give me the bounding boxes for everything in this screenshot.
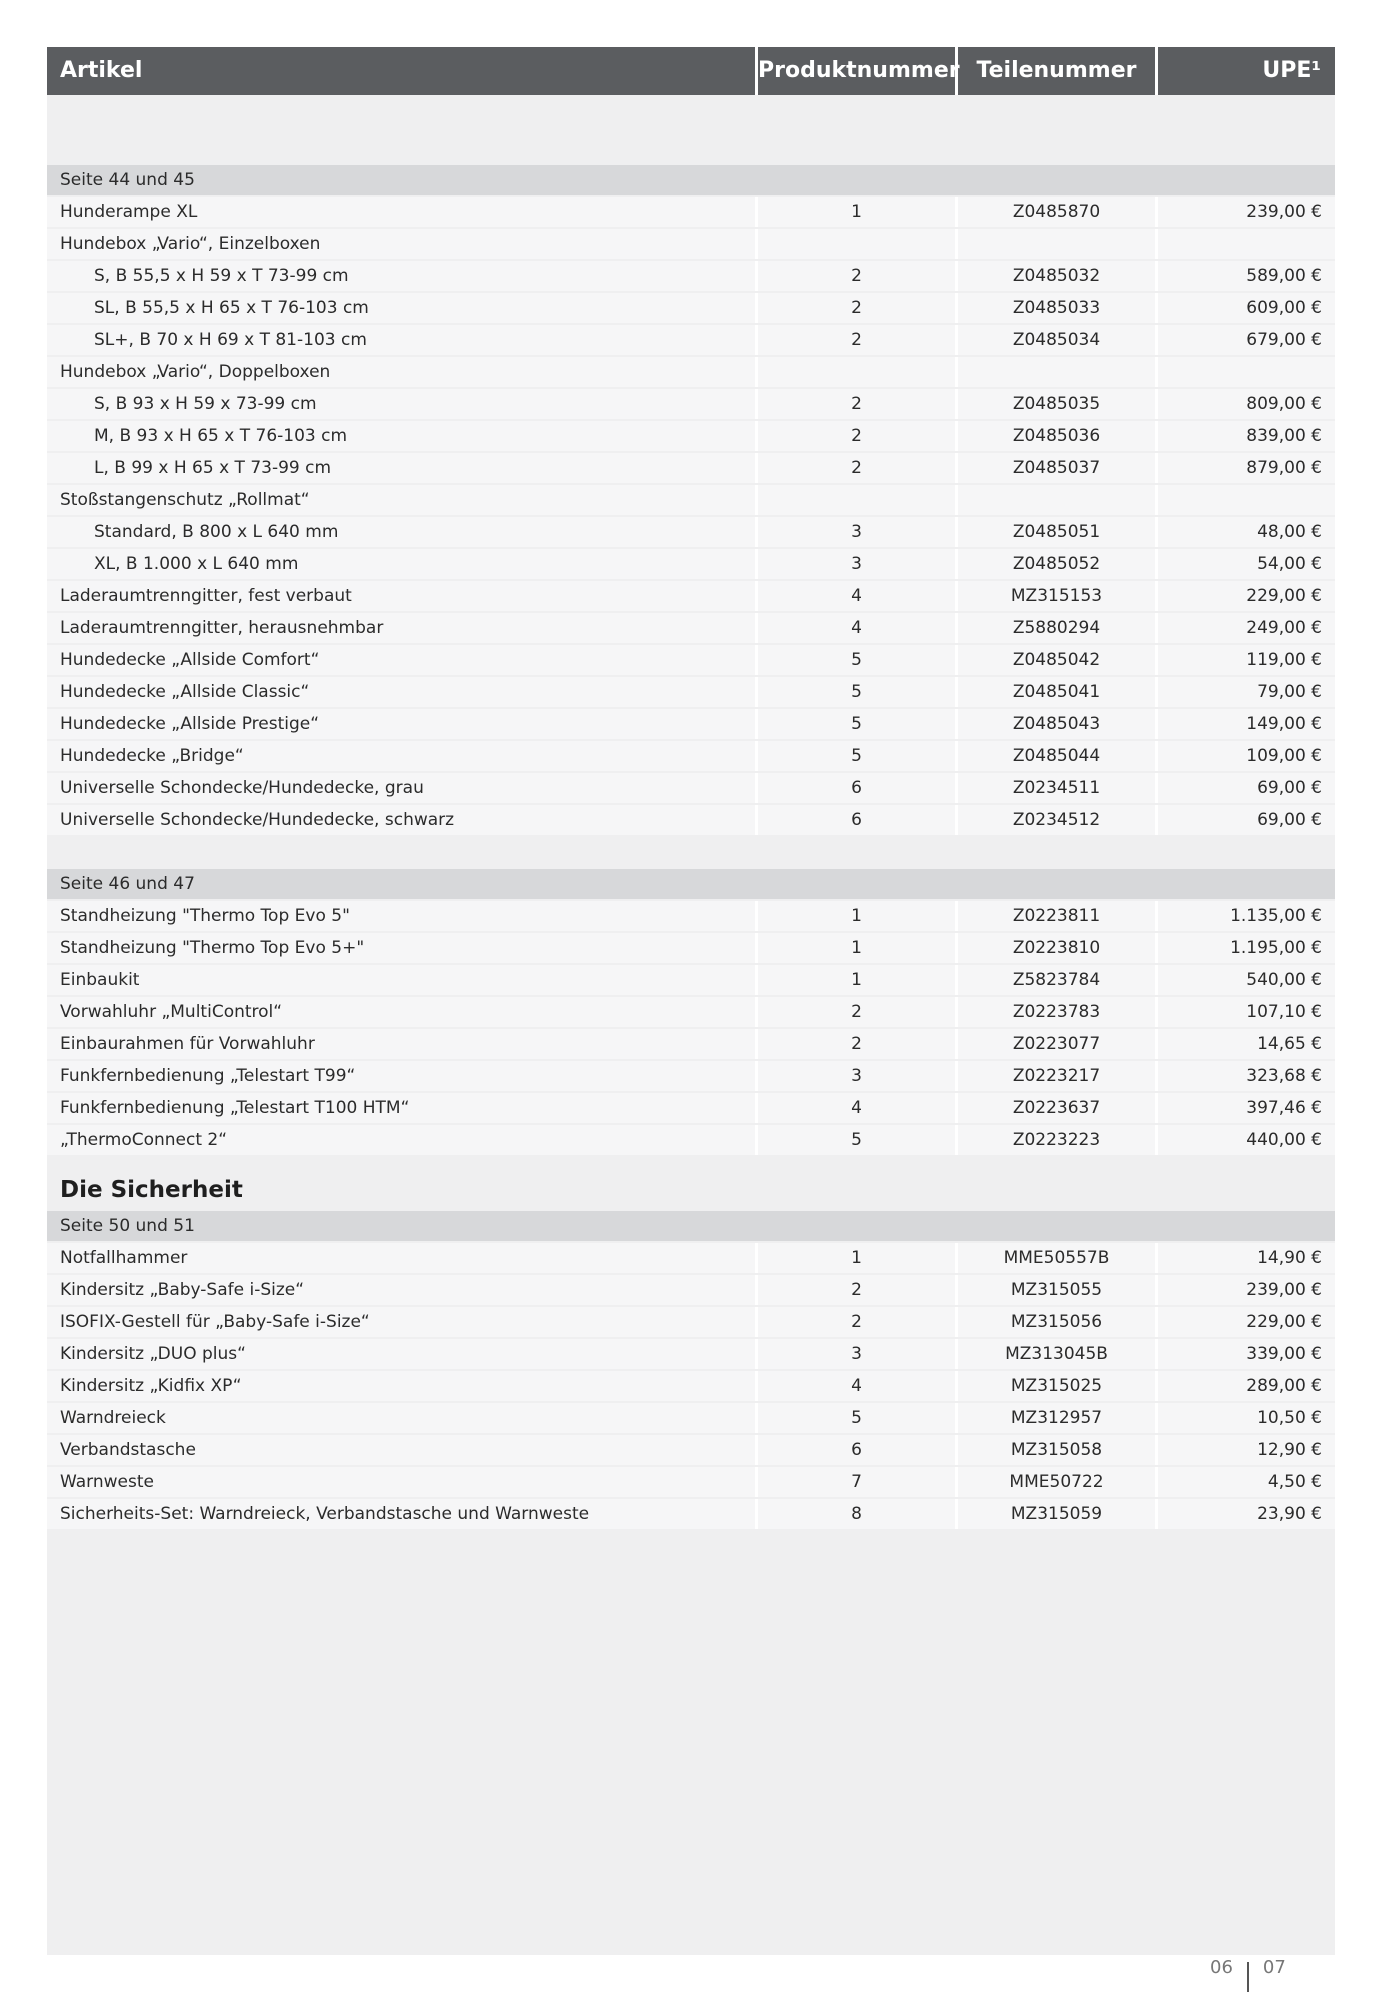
table-row — [47, 1435, 1335, 1465]
table-row — [47, 1307, 1335, 1337]
header-product-number: Produktnummer — [755, 47, 955, 95]
product-number-cell: 1 — [755, 901, 955, 931]
product-number-cell: 2 — [755, 453, 955, 483]
product-number-cell: 8 — [755, 1499, 955, 1529]
price-cell: 540,00 € — [1155, 965, 1335, 995]
article-cell: „ThermoConnect 2“ — [47, 1125, 755, 1155]
left-page-number: 06 — [1210, 1956, 1233, 1978]
article-cell: SL+, B 70 x H 69 x T 81-103 cm — [47, 325, 755, 355]
part-number-cell: MZ315025 — [955, 1371, 1155, 1401]
article-cell: Hundebox „Vario“, Einzelboxen — [47, 229, 755, 259]
table-row — [47, 453, 1335, 483]
article-cell: Stoßstangenschutz „Rollmat“ — [47, 485, 755, 515]
part-number-cell: MZ312957 — [955, 1403, 1155, 1433]
product-number-cell: 3 — [755, 549, 955, 579]
part-number-cell: Z0485033 — [955, 293, 1155, 323]
product-number-cell: 4 — [755, 1371, 955, 1401]
article-cell: Universelle Schondecke/Hundedecke, schwarz — [47, 805, 755, 835]
product-number-cell: 3 — [755, 1339, 955, 1369]
article-cell: Laderaumtrenngitter, fest verbaut — [47, 581, 755, 611]
price-cell: 69,00 € — [1155, 805, 1335, 835]
table-row — [47, 677, 1335, 707]
article-cell: Funkfernbedienung „Telestart T99“ — [47, 1061, 755, 1091]
product-number-cell: 2 — [755, 1307, 955, 1337]
product-number-cell: 1 — [755, 197, 955, 227]
price-cell: 79,00 € — [1155, 677, 1335, 707]
table-row — [47, 357, 1335, 387]
article-cell: Einbaukit — [47, 965, 755, 995]
product-number-cell: 2 — [755, 261, 955, 291]
price-cell: 54,00 € — [1155, 549, 1335, 579]
product-number-cell: 1 — [755, 933, 955, 963]
article-cell: Kindersitz „Kidfix XP“ — [47, 1371, 755, 1401]
table-row — [47, 709, 1335, 739]
product-number-cell — [755, 485, 955, 515]
part-number-cell: Z0485870 — [955, 197, 1155, 227]
price-list-sheet — [47, 47, 1335, 1955]
part-number-cell: Z5880294 — [955, 613, 1155, 643]
price-cell: 107,10 € — [1155, 997, 1335, 1027]
price-cell: 609,00 € — [1155, 293, 1335, 323]
header-part-number: Teilenummer — [955, 47, 1155, 95]
part-number-cell: MZ315055 — [955, 1275, 1155, 1305]
section-page-reference: Seite 46 und 47 — [47, 869, 1335, 899]
part-number-cell: Z0485044 — [955, 741, 1155, 771]
article-cell: Warndreieck — [47, 1403, 755, 1433]
part-number-cell: MZ313045B — [955, 1339, 1155, 1369]
part-number-cell: Z0485041 — [955, 677, 1155, 707]
part-number-cell: Z0234511 — [955, 773, 1155, 803]
article-cell: Standard, B 800 x L 640 mm — [47, 517, 755, 547]
article-cell: Universelle Schondecke/Hundedecke, grau — [47, 773, 755, 803]
product-number-cell: 2 — [755, 1275, 955, 1305]
table-row — [47, 1499, 1335, 1529]
price-cell: 14,65 € — [1155, 1029, 1335, 1059]
product-number-cell: 4 — [755, 581, 955, 611]
part-number-cell: MZ315058 — [955, 1435, 1155, 1465]
article-cell: Kindersitz „Baby-Safe i-Size“ — [47, 1275, 755, 1305]
price-cell: 229,00 € — [1155, 581, 1335, 611]
article-cell: ISOFIX-Gestell für „Baby-Safe i-Size“ — [47, 1307, 755, 1337]
table-row — [47, 645, 1335, 675]
table-row — [47, 933, 1335, 963]
product-number-cell: 1 — [755, 1243, 955, 1273]
article-cell: Hundedecke „Allside Classic“ — [47, 677, 755, 707]
part-number-cell: Z0485043 — [955, 709, 1155, 739]
price-cell: 69,00 € — [1155, 773, 1335, 803]
article-cell: Sicherheits-Set: Warndreieck, Verbandstasche und Warnweste — [47, 1499, 755, 1529]
section-page-reference: Seite 50 und 51 — [47, 1211, 1335, 1241]
price-cell: 1.135,00 € — [1155, 901, 1335, 931]
price-cell: 249,00 € — [1155, 613, 1335, 643]
price-cell: 239,00 € — [1155, 197, 1335, 227]
table-row — [47, 1467, 1335, 1497]
price-cell: 589,00 € — [1155, 261, 1335, 291]
price-cell: 397,46 € — [1155, 1093, 1335, 1123]
price-cell: 10,50 € — [1155, 1403, 1335, 1433]
product-number-cell — [755, 229, 955, 259]
part-number-cell: MZ315056 — [955, 1307, 1155, 1337]
part-number-cell: Z0234512 — [955, 805, 1155, 835]
product-number-cell: 5 — [755, 1403, 955, 1433]
table-row — [47, 997, 1335, 1027]
product-number-cell: 2 — [755, 997, 955, 1027]
article-cell: Hunderampe XL — [47, 197, 755, 227]
part-number-cell: Z0485035 — [955, 389, 1155, 419]
article-cell: Funkfernbedienung „Telestart T100 HTM“ — [47, 1093, 755, 1123]
page-numbers — [1210, 1952, 1286, 1982]
price-cell: 4,50 € — [1155, 1467, 1335, 1497]
table-row — [47, 421, 1335, 451]
part-number-cell: Z0223077 — [955, 1029, 1155, 1059]
part-number-cell: MME50557B — [955, 1243, 1155, 1273]
part-number-cell: Z0223217 — [955, 1061, 1155, 1091]
part-number-cell: MME50722 — [955, 1467, 1155, 1497]
price-cell — [1155, 229, 1335, 259]
article-cell: Hundedecke „Allside Prestige“ — [47, 709, 755, 739]
table-row — [47, 741, 1335, 771]
section-heading: Die Sicherheit — [60, 1177, 243, 1203]
price-cell: 809,00 € — [1155, 389, 1335, 419]
article-cell: L, B 99 x H 65 x T 73-99 cm — [47, 453, 755, 483]
product-number-cell: 2 — [755, 1029, 955, 1059]
part-number-cell: Z0223637 — [955, 1093, 1155, 1123]
product-number-cell: 1 — [755, 965, 955, 995]
product-number-cell: 5 — [755, 1125, 955, 1155]
header-article: Artikel — [60, 58, 143, 83]
product-number-cell: 6 — [755, 805, 955, 835]
page-separator — [1247, 1962, 1249, 1992]
table-row — [47, 1093, 1335, 1123]
part-number-cell: Z0485034 — [955, 325, 1155, 355]
product-number-cell: 3 — [755, 1061, 955, 1091]
part-number-cell: Z0485037 — [955, 453, 1155, 483]
table-header — [47, 47, 1335, 95]
part-number-cell: Z0223783 — [955, 997, 1155, 1027]
price-cell: 48,00 € — [1155, 517, 1335, 547]
price-cell: 14,90 € — [1155, 1243, 1335, 1273]
product-number-cell: 7 — [755, 1467, 955, 1497]
product-number-cell: 2 — [755, 293, 955, 323]
table-row — [47, 965, 1335, 995]
part-number-cell — [955, 229, 1155, 259]
price-cell: 229,00 € — [1155, 1307, 1335, 1337]
part-number-cell — [955, 485, 1155, 515]
table-row — [47, 1125, 1335, 1155]
part-number-cell: Z0223223 — [955, 1125, 1155, 1155]
article-cell: M, B 93 x H 65 x T 76-103 cm — [47, 421, 755, 451]
part-number-cell — [955, 357, 1155, 387]
product-number-cell — [755, 357, 955, 387]
header-price: UPE¹ — [1155, 47, 1335, 95]
product-number-cell: 4 — [755, 1093, 955, 1123]
table-row — [47, 517, 1335, 547]
article-cell: S, B 55,5 x H 59 x T 73-99 cm — [47, 261, 755, 291]
part-number-cell: Z0223811 — [955, 901, 1155, 931]
article-cell: Kindersitz „DUO plus“ — [47, 1339, 755, 1369]
article-cell: Hundedecke „Bridge“ — [47, 741, 755, 771]
table-row — [47, 261, 1335, 291]
section-page-reference: Seite 44 und 45 — [47, 165, 1335, 195]
price-cell — [1155, 485, 1335, 515]
right-page-number: 07 — [1262, 1956, 1286, 1978]
part-number-cell: Z5823784 — [955, 965, 1155, 995]
product-number-cell: 2 — [755, 325, 955, 355]
product-number-cell: 2 — [755, 421, 955, 451]
table-body — [47, 165, 1335, 1529]
product-number-cell: 6 — [755, 1435, 955, 1465]
product-number-cell: 5 — [755, 709, 955, 739]
table-row — [47, 549, 1335, 579]
price-cell: 149,00 € — [1155, 709, 1335, 739]
price-cell — [1155, 357, 1335, 387]
article-cell: Standheizung "Thermo Top Evo 5+" — [47, 933, 755, 963]
part-number-cell: MZ315153 — [955, 581, 1155, 611]
product-number-cell: 2 — [755, 389, 955, 419]
part-number-cell: MZ315059 — [955, 1499, 1155, 1529]
product-number-cell: 6 — [755, 773, 955, 803]
product-number-cell: 3 — [755, 517, 955, 547]
table-row — [47, 197, 1335, 227]
price-cell: 440,00 € — [1155, 1125, 1335, 1155]
part-number-cell: Z0485052 — [955, 549, 1155, 579]
table-row — [47, 1403, 1335, 1433]
price-cell: 239,00 € — [1155, 1275, 1335, 1305]
article-cell: Laderaumtrenngitter, herausnehmbar — [47, 613, 755, 643]
price-cell: 679,00 € — [1155, 325, 1335, 355]
table-row — [47, 773, 1335, 803]
product-number-cell: 5 — [755, 645, 955, 675]
section-spacer — [47, 837, 1335, 869]
article-cell: Einbaurahmen für Vorwahluhr — [47, 1029, 755, 1059]
table-row — [47, 325, 1335, 355]
article-cell: SL, B 55,5 x H 65 x T 76-103 cm — [47, 293, 755, 323]
table-row — [47, 1243, 1335, 1273]
table-row — [47, 485, 1335, 515]
price-cell: 339,00 € — [1155, 1339, 1335, 1369]
article-cell: Hundebox „Vario“, Doppelboxen — [47, 357, 755, 387]
top-spacer — [47, 95, 1335, 165]
article-cell: Vorwahluhr „MultiControl“ — [47, 997, 755, 1027]
table-row — [47, 581, 1335, 611]
price-cell: 289,00 € — [1155, 1371, 1335, 1401]
article-cell: S, B 93 x H 59 x 73-99 cm — [47, 389, 755, 419]
article-cell: Hundedecke „Allside Comfort“ — [47, 645, 755, 675]
part-number-cell: Z0223810 — [955, 933, 1155, 963]
price-cell: 879,00 € — [1155, 453, 1335, 483]
part-number-cell: Z0485036 — [955, 421, 1155, 451]
table-row — [47, 901, 1335, 931]
product-number-cell: 5 — [755, 741, 955, 771]
part-number-cell: Z0485042 — [955, 645, 1155, 675]
product-number-cell: 4 — [755, 613, 955, 643]
article-cell: Verbandstasche — [47, 1435, 755, 1465]
price-cell: 119,00 € — [1155, 645, 1335, 675]
price-cell: 12,90 € — [1155, 1435, 1335, 1465]
part-number-cell: Z0485032 — [955, 261, 1155, 291]
price-cell: 323,68 € — [1155, 1061, 1335, 1091]
table-row — [47, 1275, 1335, 1305]
price-cell: 23,90 € — [1155, 1499, 1335, 1529]
table-row — [47, 1371, 1335, 1401]
table-row — [47, 1029, 1335, 1059]
price-cell: 1.195,00 € — [1155, 933, 1335, 963]
table-row — [47, 1339, 1335, 1369]
article-cell: XL, B 1.000 x L 640 mm — [47, 549, 755, 579]
article-cell: Warnweste — [47, 1467, 755, 1497]
part-number-cell: Z0485051 — [955, 517, 1155, 547]
table-row — [47, 389, 1335, 419]
price-cell: 839,00 € — [1155, 421, 1335, 451]
table-row — [47, 805, 1335, 835]
price-cell: 109,00 € — [1155, 741, 1335, 771]
article-cell: Standheizung "Thermo Top Evo 5" — [47, 901, 755, 931]
table-row — [47, 293, 1335, 323]
article-cell: Notfallhammer — [47, 1243, 755, 1273]
table-row — [47, 613, 1335, 643]
product-number-cell: 5 — [755, 677, 955, 707]
table-row — [47, 229, 1335, 259]
table-row — [47, 1061, 1335, 1091]
